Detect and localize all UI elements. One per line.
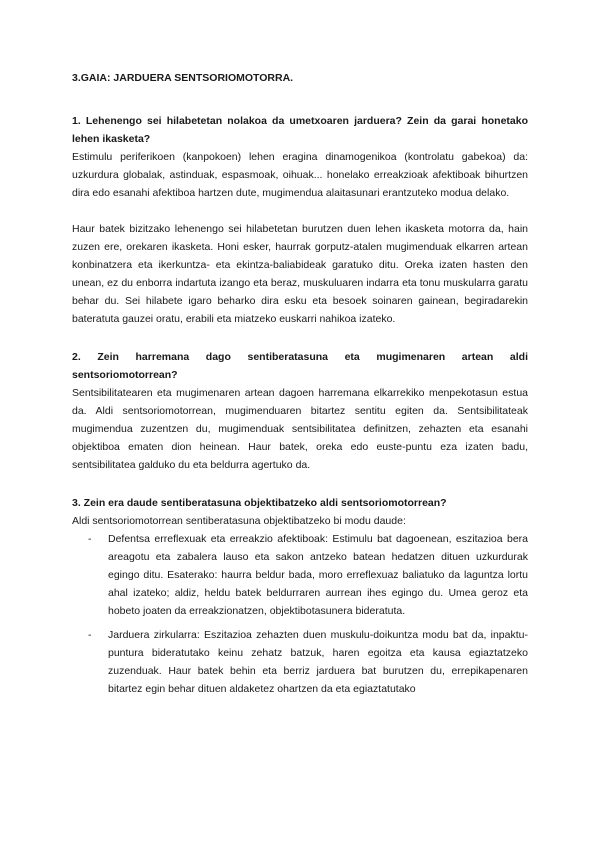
answer-3-list bbox=[72, 530, 528, 698]
question-1: 1. Lehenengo sei hilabetetan nolakoa da umetxoaren jarduera? Zein da garai honetako lehen ikasketa? bbox=[72, 115, 528, 145]
list-item-text: Defentsa erreflexuak eta erreakzio afektiboak: Estimulu bat dagoenean, eszitazioa bera areagotu eta zabalera lauso eta sakon antzeko batean hedatzen dituen uzkurdurak egingo ditu. Esaterako: haurra beldur bada, moro erreflexuaz baliatuko da laguntza lortu ahal izateko; aldiz, heldu batek beldurraren aurrean ihes egingo du. Umea geroz eta hobeto joaten da erreakzionatzen, objektibotasunera bideratuta. bbox=[108, 533, 528, 617]
list-item bbox=[72, 530, 528, 620]
question-3: 3. Zein era daude sentiberatasuna objektibatzeko aldi sentsoriomotorrean? bbox=[72, 497, 447, 509]
list-bullet: - bbox=[88, 533, 92, 545]
answer-1-paragraph-1: Estimulu periferikoen (kanpokoen) lehen eragina dinamogenikoa (kontrolatu gabekoa) da: uzkurdura globalak, astinduak, espasmoak, oihuak... honelako erreakzioak afektiboak bihurtzen dira edo esanahi afektiboa hartzen dute, mugimendua alaitasunari erantzuteko modua delako. bbox=[72, 151, 528, 199]
question-2-line-1: 2. Zein harremana dago sentiberatasuna eta mugimenaren artean aldi bbox=[72, 351, 528, 363]
list-item-text: Jarduera zirkularra: Eszitazioa zehazten duen muskulu-doikuntza modu bat da, inpaktu-puntura bideratutako keinu zehatz batzuk, haren egoitza eta kausa egiaztatzeko zuzenduak. Haur batek behin eta berriz jarduera bat burutzen du, errepikapenaren bitartez egin behar dituen aldaketez ohartzen da eta egiaztatutako bbox=[108, 629, 528, 695]
question-2-line-2: sentsoriomotorrean? bbox=[72, 369, 178, 381]
list-bullet: - bbox=[88, 629, 92, 641]
answer-3-intro: Aldi sentsoriomotorrean sentiberatasuna objektibatzeko bi modu daude: bbox=[72, 515, 406, 527]
page-title: 3.GAIA: JARDUERA SENTSORIOMOTORRA. bbox=[72, 72, 294, 84]
list-item bbox=[72, 626, 528, 698]
answer-1-paragraph-2: Haur batek bizitzako lehenengo sei hilabetetan burutzen duen lehen ikasketa motorra da, hain zuzen ere, orekaren ikasketa. Honi esker, haurrak gorputz-atalen mugimenduak elkarren artean konbinatzera eta ikerkuntza- eta ekintza-baliabideak garatuko ditu. Oreka izaten hasten den unean, ez du enborra indartuta izango eta beraz, muskuluaren indarra eta tonu muskularra garatu behar du. Sei hilabete igaro beharko dira esku eta besoek soinaren gainean, begiradarekin bateratuta gauzei oratu, erabili eta miatzeko euskarri nahikoa izateko. bbox=[72, 223, 528, 325]
answer-2-paragraph-1: Sentsibilitatearen eta mugimenaren artean dagoen harremana elkarrekiko menpekotasun estua da. Aldi sentsoriomotorrean, mugimenduaren bitartez sentitu egiten da. Sentsibilitateak mugimendua zuzentzen du, mugimenduak sentsibilitatea definitzen, zehazten eta esanahi objektiboa ematen dion heinean. Haur batek, oreka edo euste-puntu eza izaten badu, sentsibilitatea galduko du eta beldurra agertuko da. bbox=[72, 387, 528, 471]
